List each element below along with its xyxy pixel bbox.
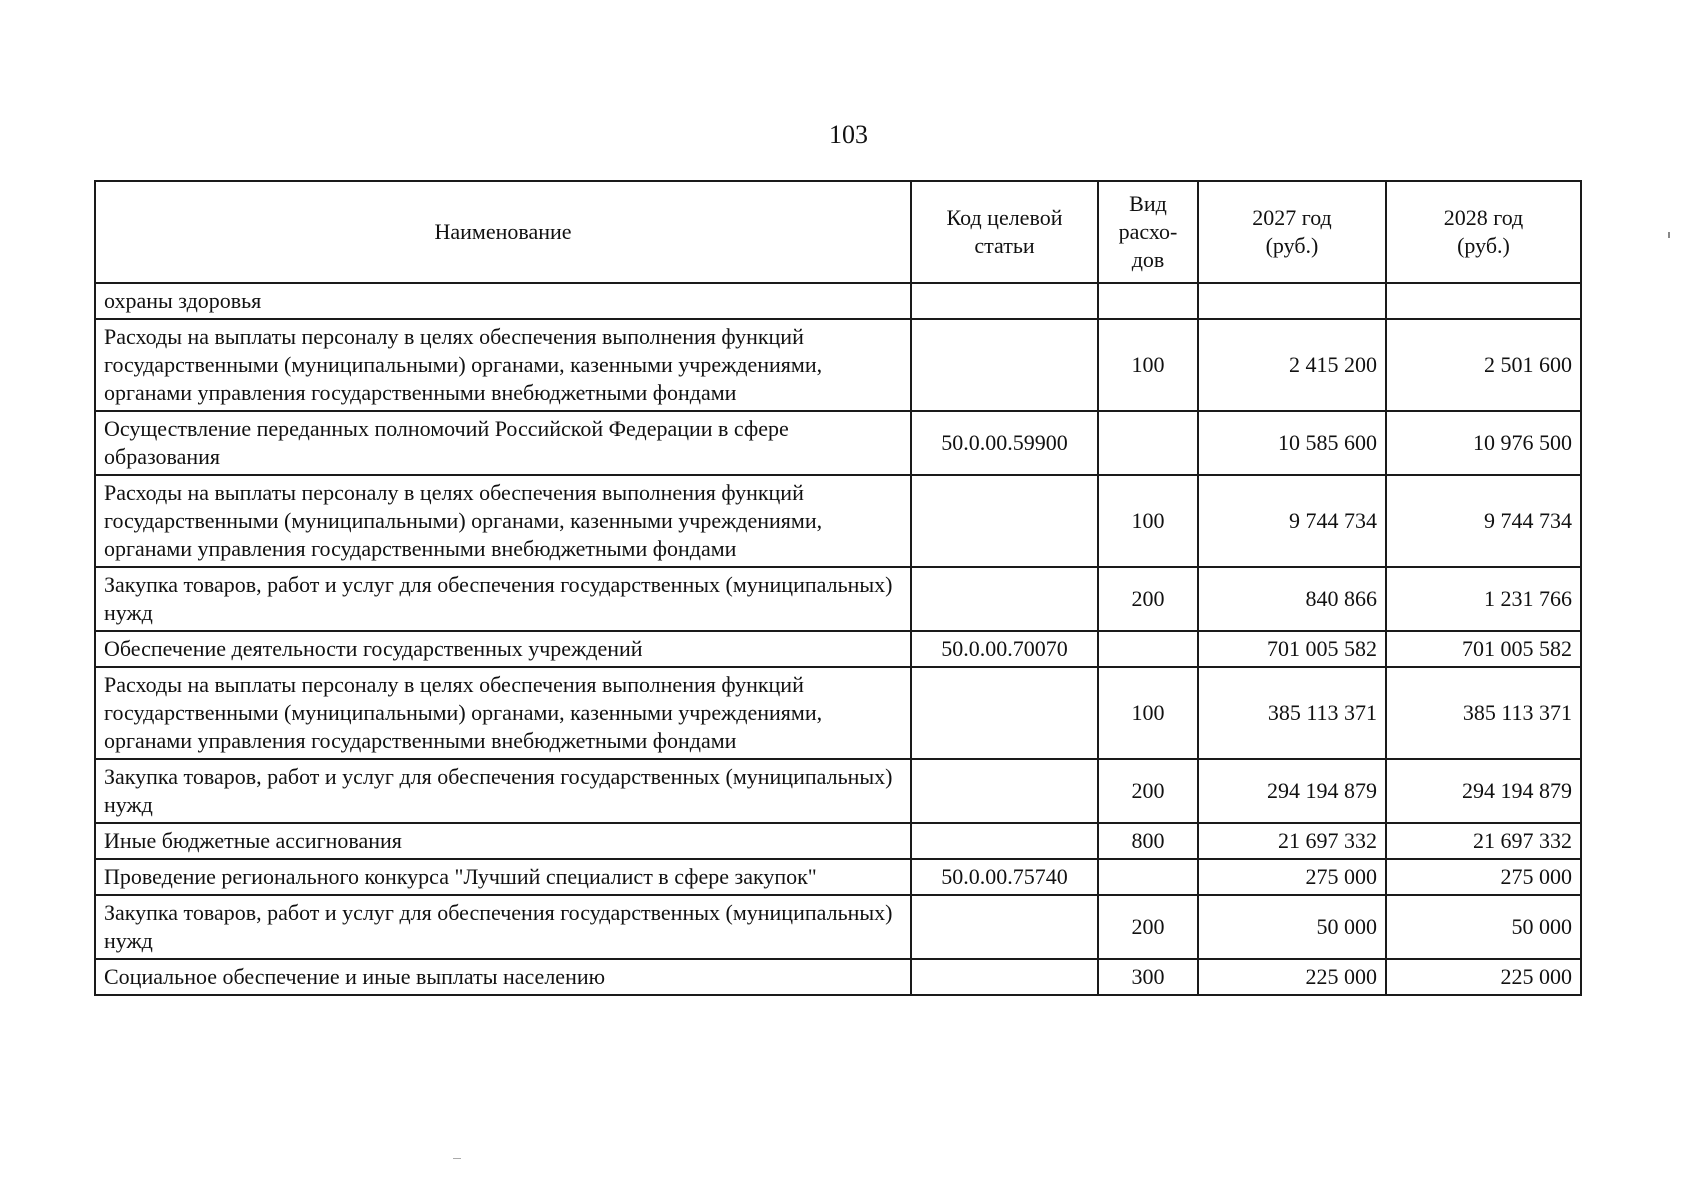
- row-code: [911, 667, 1098, 759]
- row-amount-2028: 2 501 600: [1386, 319, 1581, 411]
- row-amount-2028: 10 976 500: [1386, 411, 1581, 475]
- row-name: Расходы на выплаты персоналу в целях обеспечения выполнения функций государственными (муниципальными) органами, казенными учреждениями, органами управления государственными внебюджетными фондами: [95, 667, 911, 759]
- row-kind: 100: [1098, 475, 1198, 567]
- row-name: Расходы на выплаты персоналу в целях обеспечения выполнения функций государственными (муниципальными) органами, казенными учреждениями, органами управления государственными внебюджетными фондами: [95, 319, 911, 411]
- table-row: [95, 475, 1581, 567]
- table-header-row: [95, 181, 1581, 283]
- table-row: [95, 319, 1581, 411]
- scan-edge-mark: [1668, 232, 1670, 238]
- row-amount-2027: 701 005 582: [1198, 631, 1386, 667]
- row-amount-2028: 1 231 766: [1386, 567, 1581, 631]
- header-year-2028: [1386, 181, 1581, 283]
- header-code: [911, 181, 1098, 283]
- row-amount-2027: 840 866: [1198, 567, 1386, 631]
- row-code: 50.0.00.75740: [911, 859, 1098, 895]
- row-kind: [1098, 411, 1198, 475]
- header-2027-line2: (руб.): [1265, 233, 1319, 258]
- row-amount-2027: 275 000: [1198, 859, 1386, 895]
- row-code: [911, 823, 1098, 859]
- row-code: [911, 759, 1098, 823]
- row-code: [911, 319, 1098, 411]
- row-code: [911, 475, 1098, 567]
- header-name-label: Наименование: [434, 219, 572, 244]
- row-amount-2028: 701 005 582: [1386, 631, 1581, 667]
- row-code: 50.0.00.70070: [911, 631, 1098, 667]
- row-code: [911, 895, 1098, 959]
- row-amount-2027: 385 113 371: [1198, 667, 1386, 759]
- row-amount-2028: 294 194 879: [1386, 759, 1581, 823]
- header-code-line2: статьи: [974, 233, 1035, 258]
- table-row: [95, 667, 1581, 759]
- table-row: [95, 567, 1581, 631]
- row-name: Осуществление переданных полномочий Российской Федерации в сфере образования: [95, 411, 911, 475]
- row-kind: 100: [1098, 667, 1198, 759]
- row-kind: 200: [1098, 759, 1198, 823]
- header-2027-line1: 2027 год: [1252, 205, 1332, 230]
- header-2028-line2: (руб.): [1457, 233, 1510, 258]
- header-2028-line1: 2028 год: [1443, 205, 1524, 230]
- row-amount-2028: 275 000: [1386, 859, 1581, 895]
- row-name: Иные бюджетные ассигнования: [95, 823, 911, 859]
- page-number: 103: [829, 120, 868, 149]
- row-code: [911, 283, 1098, 319]
- table-row: [95, 283, 1581, 319]
- row-name: Закупка товаров, работ и услуг для обеспечения государственных (муниципальных) нужд: [95, 567, 911, 631]
- row-kind: 300: [1098, 959, 1198, 995]
- row-code: [911, 567, 1098, 631]
- budget-table: [94, 180, 1582, 996]
- row-amount-2027: 50 000: [1198, 895, 1386, 959]
- row-amount-2028: 225 000: [1386, 959, 1581, 995]
- table-row: [95, 759, 1581, 823]
- row-amount-2027: 294 194 879: [1198, 759, 1386, 823]
- row-amount-2027: 21 697 332: [1198, 823, 1386, 859]
- row-amount-2028: 385 113 371: [1386, 667, 1581, 759]
- row-amount-2027: 225 000: [1198, 959, 1386, 995]
- row-amount-2028: 21 697 332: [1386, 823, 1581, 859]
- row-name: Обеспечение деятельности государственных учреждений: [95, 631, 911, 667]
- row-amount-2027: 10 585 600: [1198, 411, 1386, 475]
- row-amount-2027: [1198, 283, 1386, 319]
- row-code: [911, 959, 1098, 995]
- row-code: 50.0.00.59900: [911, 411, 1098, 475]
- row-amount-2028: 9 744 734: [1386, 475, 1581, 567]
- row-name: Расходы на выплаты персоналу в целях обеспечения выполнения функций государственными (муниципальными) органами, казенными учреждениями, органами управления государственными внебюджетными фондами: [95, 475, 911, 567]
- row-kind: [1098, 859, 1198, 895]
- table-row: [95, 859, 1581, 895]
- row-kind: 800: [1098, 823, 1198, 859]
- row-kind: 200: [1098, 567, 1198, 631]
- table-row: [95, 823, 1581, 859]
- row-name: охраны здоровья: [95, 283, 911, 319]
- header-kind-line2: расхо-: [1118, 219, 1178, 244]
- header-code-line1: Код целевой: [946, 205, 1063, 230]
- header-kind-line1: Вид: [1129, 191, 1167, 216]
- row-name: Закупка товаров, работ и услуг для обеспечения государственных (муниципальных) нужд: [95, 759, 911, 823]
- row-kind: [1098, 631, 1198, 667]
- row-name: Закупка товаров, работ и услуг для обеспечения государственных (муниципальных) нужд: [95, 895, 911, 959]
- table-row: [95, 631, 1581, 667]
- row-amount-2028: 50 000: [1386, 895, 1581, 959]
- row-kind: 200: [1098, 895, 1198, 959]
- header-kind: [1098, 181, 1198, 283]
- row-kind: 100: [1098, 319, 1198, 411]
- table-row: [95, 411, 1581, 475]
- row-name: Проведение регионального конкурса "Лучший специалист в сфере закупок": [95, 859, 911, 895]
- row-kind: [1098, 283, 1198, 319]
- table-row: [95, 959, 1581, 995]
- header-year-2027: [1198, 181, 1386, 283]
- row-amount-2028: [1386, 283, 1581, 319]
- row-amount-2027: 9 744 734: [1198, 475, 1386, 567]
- table-row: [95, 895, 1581, 959]
- row-name: Социальное обеспечение и иные выплаты населению: [95, 959, 911, 995]
- scan-artifact: [453, 1158, 461, 1159]
- header-name: [95, 181, 911, 283]
- row-amount-2027: 2 415 200: [1198, 319, 1386, 411]
- header-kind-line3: дов: [1131, 247, 1165, 272]
